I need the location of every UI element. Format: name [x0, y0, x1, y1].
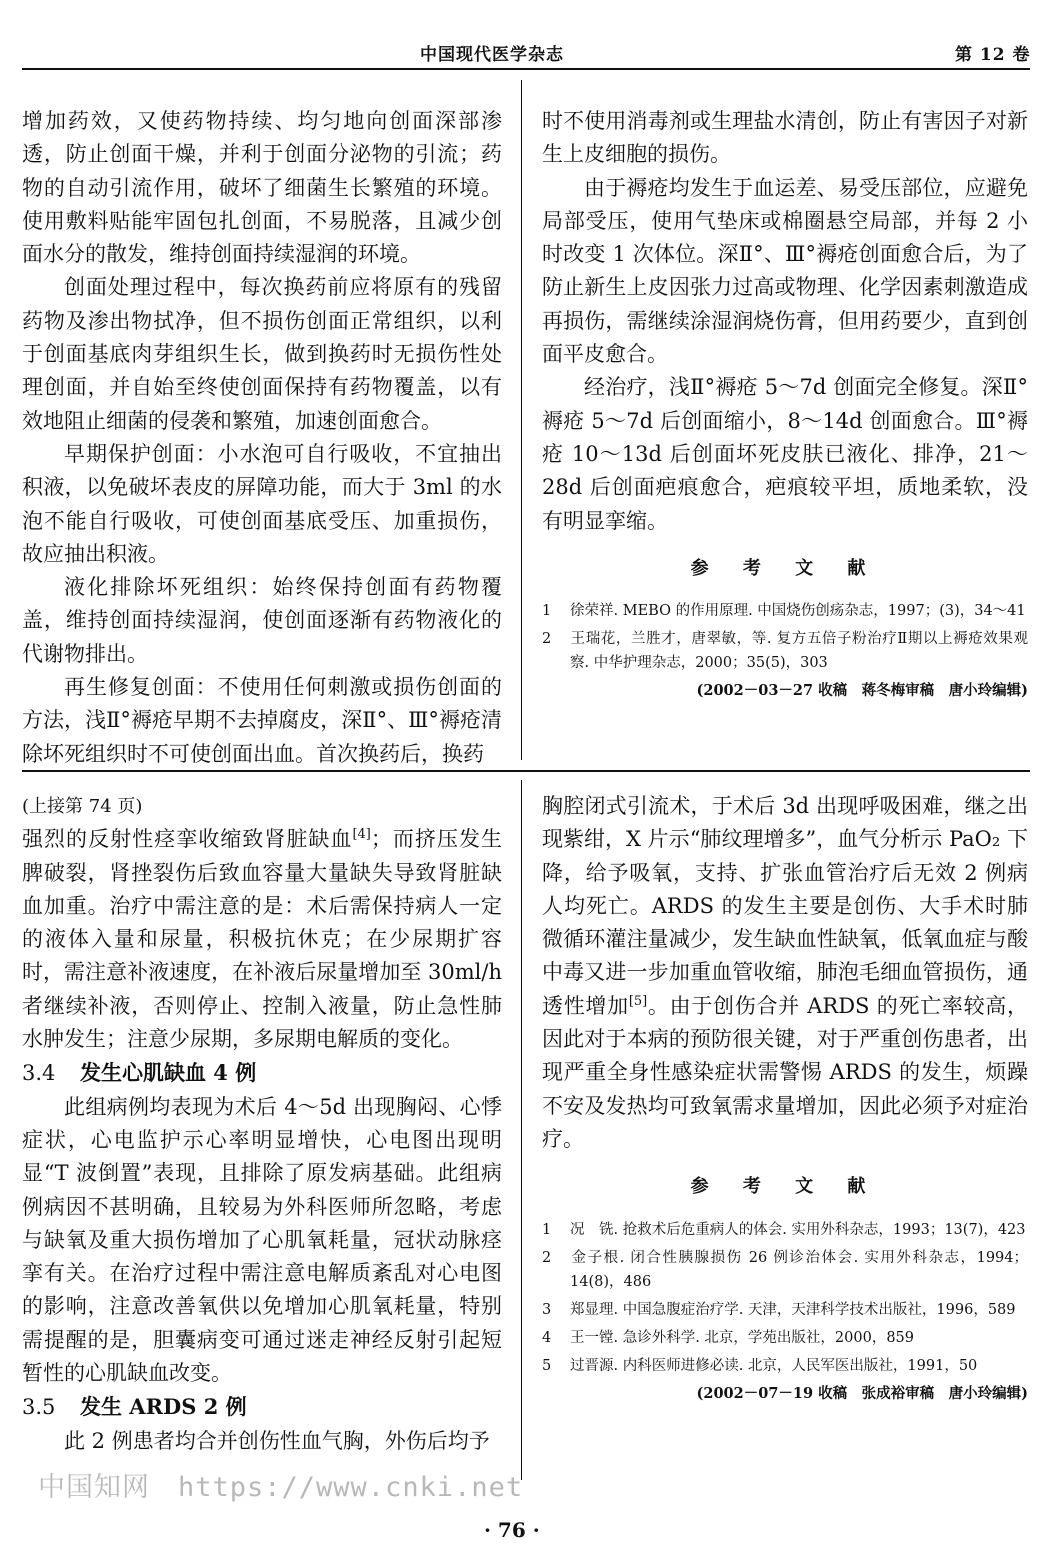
- paragraph-text: 胸腔闭式引流术，于术后 3d 出现呼吸困难，继之出现紫绀，X 片示“肺纹理增多”，血气分析示 PaO₂ 下降，给予吸氧，支持、扩张血管治疗后无效 2 例病人均死亡。ARDS 的发生主要是创伤、大手术时肺微循环灌注量减少，发生缺血性缺氧，低氧血症与酸中毒又进一步加重血管收缩，肺泡毛细血管损伤，通透性增加: [542, 794, 1028, 1018]
- reference-item: [542, 1354, 1028, 1378]
- reference-text: 金子根. 闭合性胰腺损伤 26 例诊治体会. 实用外科杂志，1994；14(8)，486: [570, 1249, 1028, 1290]
- paragraph: 增加药效，又使药物持续、均匀地向创面深部渗透，防止创面干燥，并利于创面分泌物的引流；药物的自动引流作用，破坏了细菌生长繁殖的环境。使用敷料贴能牢固包扎创面，不易脱落，且减少创面水分的散发，维持创面持续湿润的环境。: [22, 109, 502, 267]
- paragraph-text: ；而挤压发生脾破裂，肾挫裂伤后致血容量大量缺失导致肾脏缺血加重。治疗中需注意的是：术后需保持病人一定的液体入量和尿量，积极抗休克；在少尿期扩容时，需注意补液速度，在补液后尿量增加至 30ml/h 者继续补液，否则停止、控制入液量，防止急性肺水肿发生；注意少尿期，多尿期电解质的变化。: [22, 827, 503, 1052]
- paragraph-text: 强烈的反射性痉挛收缩致肾脏缺血: [22, 827, 353, 852]
- paragraph: 此 2 例患者均合并创伤性血气胸，外伤后均予: [64, 1428, 490, 1453]
- reference-item: [542, 627, 1028, 675]
- reference-text: 郑显理. 中国急腹症治疗学. 天津，天津科学技术出版社，1996，589: [570, 1301, 1016, 1318]
- reference-text: 况 铣. 抢救术后危重病人的体会. 实用外科杂志，1993；13(7)，423: [570, 1221, 1026, 1238]
- reference-item: [542, 599, 1028, 623]
- section-title: 发生心肌缺血 4 例: [80, 1060, 257, 1086]
- reference-number: 4: [542, 1329, 552, 1346]
- section-heading-3-5: [22, 1390, 502, 1424]
- paragraph: 创面处理过程中，每次换药前应将原有的残留药物及渗出物拭净，但不损伤创面正常组织，以利于创面基底肉芽组织生长，做到换药时无损伤性处理创面，并自始至终使创面保持有药物覆盖，以有效地阻止细菌的侵袭和繁殖，加速创面愈合。: [22, 275, 502, 433]
- paragraph: [22, 823, 502, 1056]
- reference-number: 3: [542, 1301, 552, 1318]
- paragraph: 液化排除坏死组织：始终保持创面有药物覆盖，维持创面持续湿润，使创面逐渐有药物液化的代谢物排出。: [22, 575, 502, 666]
- header-rule: [22, 68, 1030, 70]
- reference-item: [542, 1246, 1028, 1294]
- paragraph: 此组病例均表现为术后 4～5d 出现胸闷、心悸症状，心电监护示心率明显增快，心电图出现明显“T 波倒置”表现，且排除了原发病基础。此组病例病因不甚明确，且较易为外科医师所忽略，考虑与缺氧及重大损伤增加了心肌氧耗量，冠状动脉痉挛有关。在治疗过程中需注意电解质紊乱对心电图的影响，注意改善氧供以免增加心肌氧耗量，特别需提醒的是，胆囊病变可通过迷走神经反射引起短暂性的心肌缺血改变。: [22, 1094, 502, 1386]
- continued-from-note: (上接第 74 页): [22, 796, 143, 817]
- paragraph: 早期保护创面：小水泡可自行吸收，不宜抽出积液，以免破坏表皮的屏障功能，而大于 3ml 的水泡不能自行吸收，可使创面基底受压、加重损伤，故应抽出积液。: [22, 441, 502, 566]
- reference-text: 过晋源. 内科医师进修必读. 北京，人民军医出版社，1991，50: [570, 1357, 978, 1374]
- bottom-left-column: [22, 790, 502, 1458]
- reference-number: 2: [542, 631, 552, 648]
- reference-number: 2: [542, 1249, 552, 1266]
- column-divider-top: [521, 80, 522, 760]
- reference-text: 徐荣祥. MEBO 的作用原理. 中国烧伤创疡杂志，1997；(3)，34～41: [570, 603, 1026, 620]
- received-note: (2002－03－27 收稿 蒋冬梅审稿 唐小玲编辑): [696, 682, 1028, 700]
- top-right-column: [542, 105, 1028, 703]
- reference-number: 1: [542, 603, 552, 620]
- citation-marker: [5]: [628, 993, 648, 1009]
- reference-text: 王瑞花，兰胜才，唐翠敏，等. 复方五倍子粉治疗Ⅱ期以上褥疮效果观察. 中华护理杂志，2000；35(5)，303: [570, 631, 1028, 672]
- reference-number: 1: [542, 1221, 552, 1238]
- paragraph: 由于褥疮均发生于血运差、易受压部位，应避免局部受压，使用气垫床或棉圈悬空局部，并每 2 小时改变 1 次体位。深Ⅱ°、Ⅲ°褥疮创面愈合后，为了防止新生上皮因张力过高或物理、化学因素刺激造成再损伤，需继续涂湿润烧伤膏，但用药要少，直到创面平皮愈合。: [542, 175, 1028, 367]
- section-number: 3.5: [22, 1395, 56, 1420]
- reference-item: [542, 1326, 1028, 1350]
- citation-marker: [4]: [352, 827, 371, 843]
- reference-text: 王一镗. 急诊外科学. 北京，学苑出版社，2000，859: [570, 1329, 915, 1346]
- references-heading: 参 考 文 献: [690, 1176, 880, 1198]
- top-left-column: [22, 105, 502, 771]
- column-divider-bottom: [521, 780, 522, 1480]
- paragraph-text: 。由于创伤合并 ARDS 的死亡率较高，因此对于本病的预防很关键，对于严重创伤患者，出现严重全身性感染症状需警惕 ARDS 的发生，烦躁不安及发热均可致氧需求量增加，因此必须予对症治疗。: [542, 993, 1028, 1151]
- paragraph: 再生修复创面：不使用任何刺激或损伤创面的方法，浅Ⅱ°褥疮早期不去掉腐皮，深Ⅱ°、Ⅲ°褥疮清除坏死组织时不可使创面出血。首次换药后，换药: [22, 675, 502, 766]
- reference-item: [542, 1298, 1028, 1322]
- section-heading-3-4: [22, 1056, 502, 1090]
- bottom-right-column: [542, 790, 1028, 1406]
- page-number: · 76 ·: [484, 1518, 540, 1542]
- paragraph: 经治疗，浅Ⅱ°褥疮 5～7d 创面完全修复。深Ⅱ°褥疮 5～7d 后创面缩小，8～14d 创面愈合。Ⅲ°褥疮 10～13d 后创面坏死皮肤已液化、排净，21～28d 后创面疤痕愈合，疤痕较平坦，质地柔软，没有明显挛缩。: [542, 375, 1028, 533]
- journal-title: 中国现代医学杂志: [420, 45, 564, 65]
- reference-number: 5: [542, 1357, 552, 1374]
- paragraph: [542, 790, 1028, 1156]
- volume-label: 第 12 卷: [955, 45, 1031, 65]
- received-note: (2002－07－19 收稿 张成裕审稿 唐小玲编辑): [696, 1384, 1028, 1402]
- paragraph: 时不使用消毒剂或生理盐水清创，防止有害因子对新生上皮细胞的损伤。: [542, 109, 1028, 167]
- reference-item: [542, 1218, 1028, 1242]
- section-title: 发生 ARDS 2 例: [80, 1394, 247, 1420]
- references-heading: 参 考 文 献: [690, 557, 880, 579]
- section-number: 3.4: [22, 1061, 56, 1086]
- cnki-watermark: 中国知网 https://www.cnki.net: [38, 1472, 524, 1503]
